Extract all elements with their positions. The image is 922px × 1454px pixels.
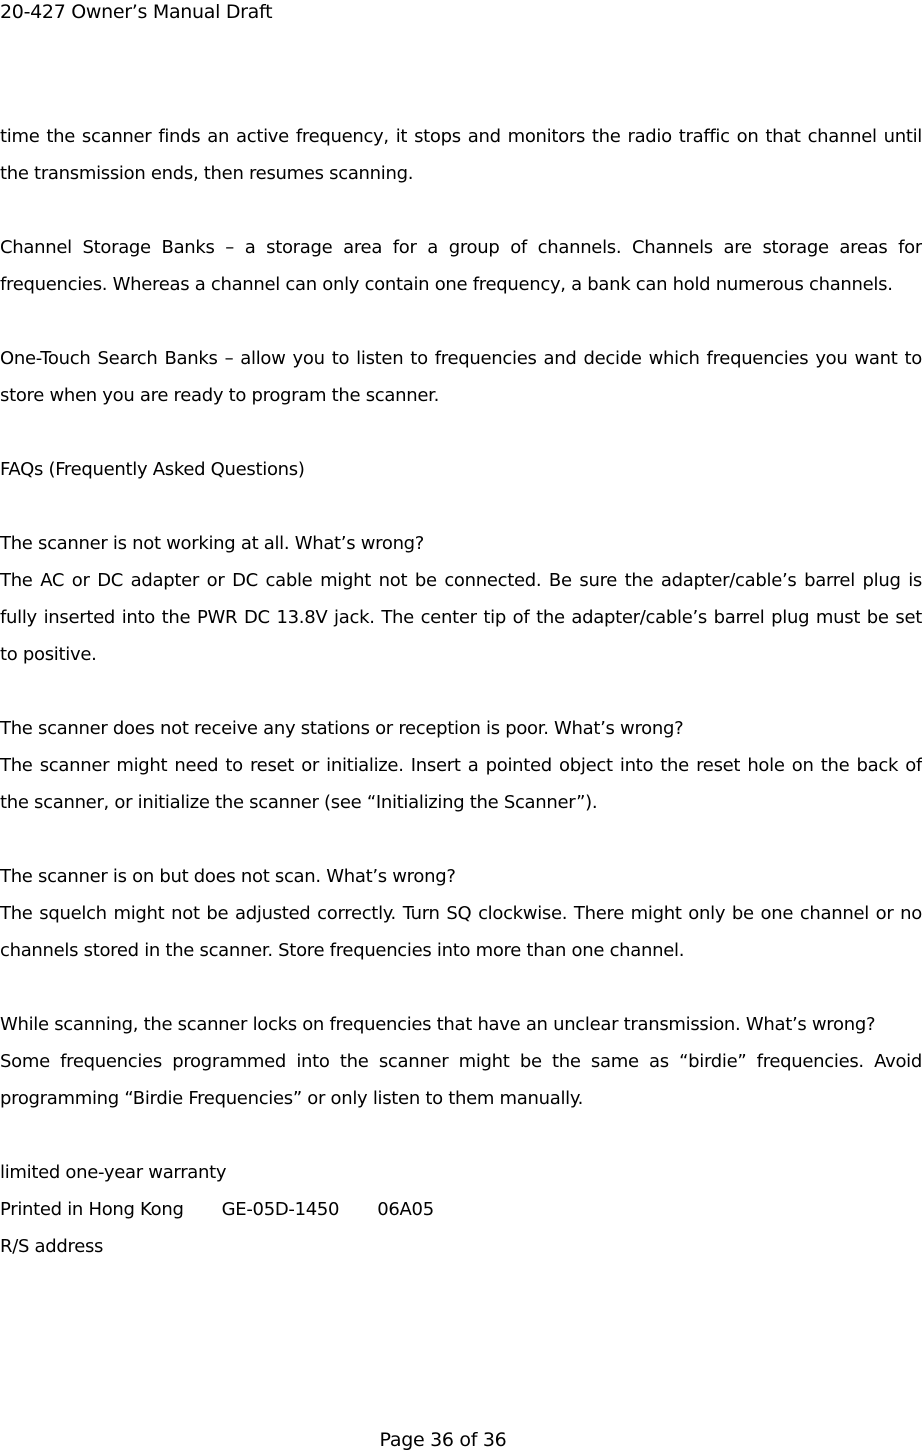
paragraph-gap: [0, 192, 922, 229]
page-header: 20-427 Owner’s Manual Draft: [0, 1, 273, 23]
faq-answer: The scanner might need to reset or initialize. Insert a pointed object into the reset hole on the back of the scanner, or initialize the scanner (see “Initializing the Scanner”).: [0, 755, 922, 813]
paragraph-gap: [0, 414, 922, 451]
printed-info-line: [0, 1191, 922, 1228]
faq-question: The scanner does not receive any stations or reception is poor. What’s wrong?: [0, 718, 684, 739]
intro-continuation: time the scanner finds an active frequency, it stops and monitors the radio traffic on that channel until the transmission ends, then resumes scanning.: [0, 126, 922, 184]
paragraph-gap: [0, 673, 922, 710]
printed-location: Printed in Hong Kong: [0, 1199, 184, 1220]
document-body: [0, 118, 922, 1265]
page-number: Page 36 of 36: [379, 1429, 507, 1451]
faq-question: While scanning, the scanner locks on frequencies that have an unclear transmission. What’s wrong?: [0, 1014, 876, 1035]
printed-date-code: 06A05: [377, 1199, 434, 1220]
faq-answer: Some frequencies programmed into the scanner might be the same as “birdie” frequencies. Avoid programming “Birdie Frequencies” or only listen to them manually.: [0, 1051, 922, 1109]
warranty-line: limited one-year warranty: [0, 1162, 227, 1183]
faq-answer: The squelch might not be adjusted correctly. Turn SQ clockwise. There might only be one channel or no channels stored in the scanner. Store frequencies into more than one channel.: [0, 903, 922, 961]
address-line: R/S address: [0, 1236, 104, 1257]
faq-heading: FAQs (Frequently Asked Questions): [0, 459, 305, 480]
paragraph-gap: [0, 969, 922, 1006]
channel-storage-banks-definition: Channel Storage Banks – a storage area for a group of channels. Channels are storage areas for frequencies. Whereas a channel can only contain one frequency, a bank can hold numerous channels.: [0, 237, 922, 295]
paragraph-gap: [0, 1117, 922, 1154]
paragraph-gap: [0, 488, 922, 525]
faq-answer: The AC or DC adapter or DC cable might not be connected. Be sure the adapter/cable’s barrel plug is fully inserted into the PWR DC 13.8V jack. The center tip of the adapter/cable’s barrel plug must be set to positive.: [0, 570, 922, 665]
faq-question: The scanner is not working at all. What’s wrong?: [0, 533, 425, 554]
faq-question: The scanner is on but does not scan. What’s wrong?: [0, 866, 456, 887]
paragraph-gap: [0, 303, 922, 340]
printed-code: GE-05D-1450: [221, 1199, 340, 1220]
one-touch-search-banks-definition: One-Touch Search Banks – allow you to listen to frequencies and decide which frequencies you want to store when you are ready to program the scanner.: [0, 348, 922, 406]
paragraph-gap: [0, 821, 922, 858]
